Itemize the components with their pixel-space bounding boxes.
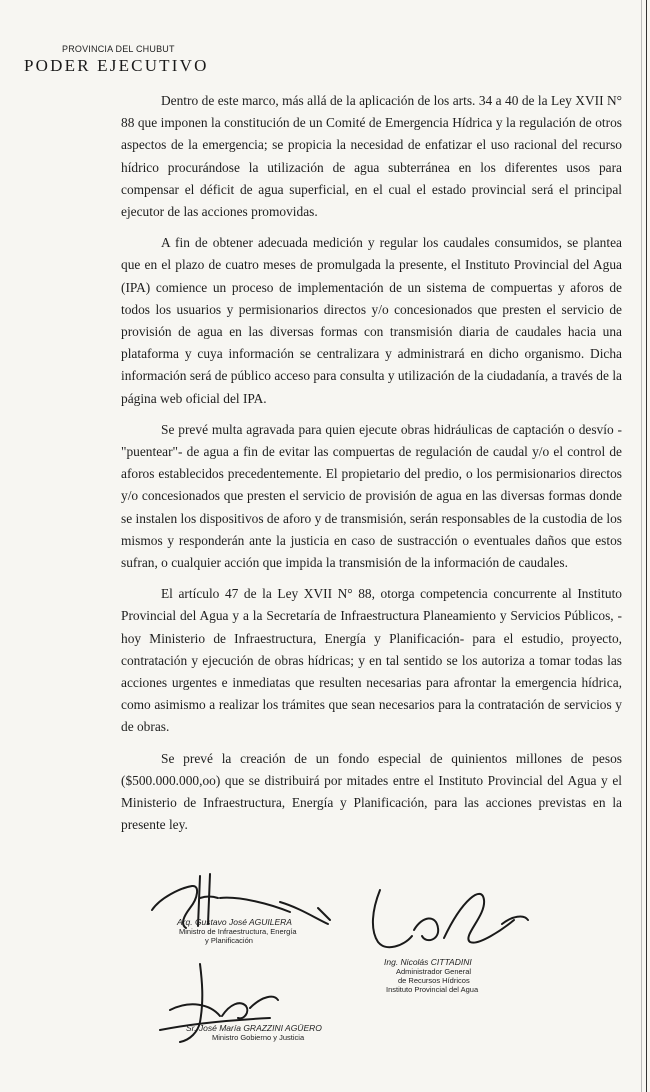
letterhead xyxy=(24,44,209,76)
signature-cittadini xyxy=(352,880,542,960)
signer-role-cittadini-1: Administrador General xyxy=(396,967,472,976)
signer-role-cittadini-3: Instituto Provincial del Agua xyxy=(386,985,479,994)
signature-label-cittadini xyxy=(382,958,478,994)
signer-name-aguilera: Arq. Gustavo José AGUILERA xyxy=(177,917,292,927)
signature-label-aguilera xyxy=(165,918,297,945)
paragraph-3: Se prevé multa agravada para quien ejecute obras hidráulicas de captación o desvío -"puentear"- de agua a fin de evitar las compuertas de regulación de caudal y/o el control de aforos establecidos precedentemente. El propietario del predio, o los permisionarios directos y/o concesionados que presten el servicio de provisión de agua en las diversas formas donde se instalen los dispositivos de aforo y de transmisión, serán responsables de la custodia de los mismos y responderán ante la justicia en caso de sustracción o eventuales daños que estos sufran, o cualquier acción que impida la transmisión de la información de caudales. xyxy=(121,421,622,571)
signer-name-grazzini: Sr. José María GRAZZINI AGÜERO xyxy=(186,1023,322,1033)
signature-label-grazzini xyxy=(186,1024,322,1042)
paragraph-2: A fin de obtener adecuada medición y regular los caudales consumidos, se plantea que en el plazo de cuatro meses de promulgada la presente, el Instituto Provincial del Agua (IPA) comience un proceso de implementación de un sistema de compuertas y aforos de todos los usuarios y permisionarios directos y/o concesionados que presten el servicio de provisión de agua en las diversas formas con transmisión diaria de caudales hacia una plataforma y cuya información se centralizara y administrará en dicho organismo. Dicha información será de público acceso para consulta y utilización de la ciudadanía, a través de la página web oficial del IPA. xyxy=(121,235,622,406)
page-edge-line xyxy=(646,0,647,1092)
page-edge-shadow xyxy=(641,0,642,1092)
paragraph-1: Dentro de este marco, más allá de la aplicación de los arts. 34 a 40 de la Ley XVII N° 88 que imponen la constitución de un Comité de Emergencia Hídrica y la regulación de otros aspectos de la emergencia; se propicia la necesidad de enfatizar el uso racional del recurso hídrico procurándose la utilización de agua subterránea en los diferentes usos para compensar el déficit de agua superficial, en el cual el estado provincial será el principal ejecutor de las acciones promovidas. xyxy=(121,93,622,220)
signer-role-grazzini-1: Ministro Gobierno y Justicia xyxy=(212,1033,305,1042)
executive-title: PODER EJECUTIVO xyxy=(24,56,209,75)
signer-role-aguilera-2: y Planificación xyxy=(205,936,253,945)
paragraph-4: El artículo 47 de la Ley XVII N° 88, otorga competencia concurrente al Instituto Provincial del Agua y a la Secretaría de Infraestructura Planeamiento y Servicios Públicos, -hoy Ministerio de Infraestructura, Energía y Planificación- para el estudio, proyecto, contratación y ejecución de obras hídricas; y en tal sentido se los autoriza a tomar todas las acciones urgentes e inmediatas que resulten necesarias para afrontar la emergencia hídrica, como asimismo a realizar los trámites que sean necesarios para la contratación de servicios y de obras. xyxy=(121,586,622,735)
signer-name-cittadini: Ing. Nicolás CITTADINI xyxy=(384,957,472,967)
signer-role-cittadini-2: de Recursos Hídricos xyxy=(398,976,470,985)
paragraph-5: Se prevé la creación de un fondo especial de quinientos millones de pesos ($500.000.000,oo) que se distribuirá por mitades entre el Instituto Provincial del Agua y el Ministerio de Infraestructura, Energía y Planificación, para las acciones previstas en la presente ley. xyxy=(121,750,622,833)
signer-role-aguilera-1: Ministro de Infraestructura, Energía xyxy=(179,927,297,936)
province-label: PROVINCIA DEL CHUBUT xyxy=(62,44,175,54)
document-body xyxy=(121,90,622,846)
